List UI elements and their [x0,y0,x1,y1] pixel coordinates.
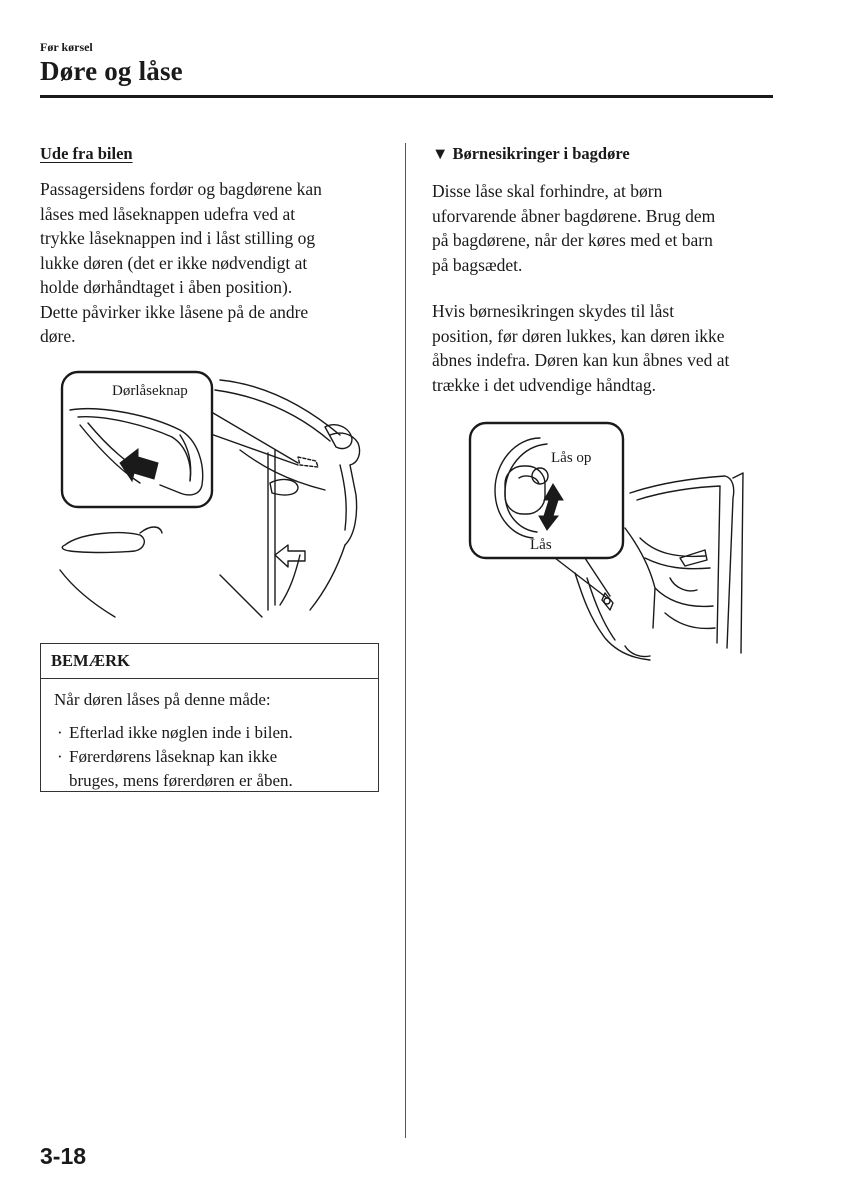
right-paragraph-line: position, før døren lukkes, kan døren ikke [432,325,725,346]
left-heading: Ude fra bilen [40,144,133,163]
note-item-line: bruges, mens førerdøren er åben. [69,771,293,790]
note-box [40,643,379,792]
left-paragraph-line: Passagersidens fordør og bagdørene kan [40,179,322,199]
right-paragraph-line: på bagdørene, når der køres med et barn [432,230,713,250]
figure-label-lock: Lås [530,537,552,553]
bullet: · [57,723,63,742]
right-paragraph-line: Hvis børnesikringen skydes til låst [432,301,675,321]
page-number: 3-18 [40,1143,87,1169]
note-list-item [54,745,378,793]
note-body [41,679,378,793]
note-item-line: Førerdørens låseknap kan ikke [69,747,278,766]
door-lock-knob-illustration [40,355,370,625]
left-paragraph-line: døre. [40,326,76,346]
triangle-down-icon: ▼ [432,144,449,163]
note-list-item [54,721,378,745]
left-paragraph-line: holde dørhåndtaget i åben position). [40,277,293,297]
figure-label-unlock: Lås op [551,450,592,466]
note-intro: Når døren låses på denne måde: [54,690,271,709]
child-safety-lock-illustration [465,418,750,668]
right-paragraph-line: åbnes indefra. Døren kan kun åbnes ved at [432,350,730,370]
right-paragraph-2 [432,299,792,397]
left-paragraph [40,177,395,349]
note-title: BEMÆRK [41,644,378,679]
right-paragraph-line: på bagsædet. [432,254,523,275]
left-paragraph-line: trykke låseknappen ind i låst stilling og [40,228,316,248]
right-paragraph-line: uforvarende åbner bagdørene. Brug dem [432,205,716,226]
left-paragraph-line: Dette påvirker ikke låsene på de andre [40,301,309,322]
note-item-line: Efterlad ikke nøglen inde i bilen. [69,723,293,742]
section-label: Før kørsel [40,40,93,54]
page-title: Døre og låse [40,56,183,86]
right-paragraph-1 [432,179,792,277]
right-paragraph-line: trække i det udvendige håndtag. [432,374,657,395]
left-paragraph-line: låses med låseknappen udefra ved at [40,203,296,224]
right-paragraph-line: Disse låse skal forhindre, at børn [432,181,663,201]
right-heading-text: Børnesikringer i bagdøre [452,144,630,163]
title-divider [40,95,773,98]
bullet: · [57,747,63,766]
column-divider [405,143,406,1138]
left-paragraph-line: lukke døren (det er ikke nødvendigt at [40,252,308,273]
figure-label-door-lock-knob: Dørlåseknap [112,383,188,399]
right-heading [432,144,630,164]
